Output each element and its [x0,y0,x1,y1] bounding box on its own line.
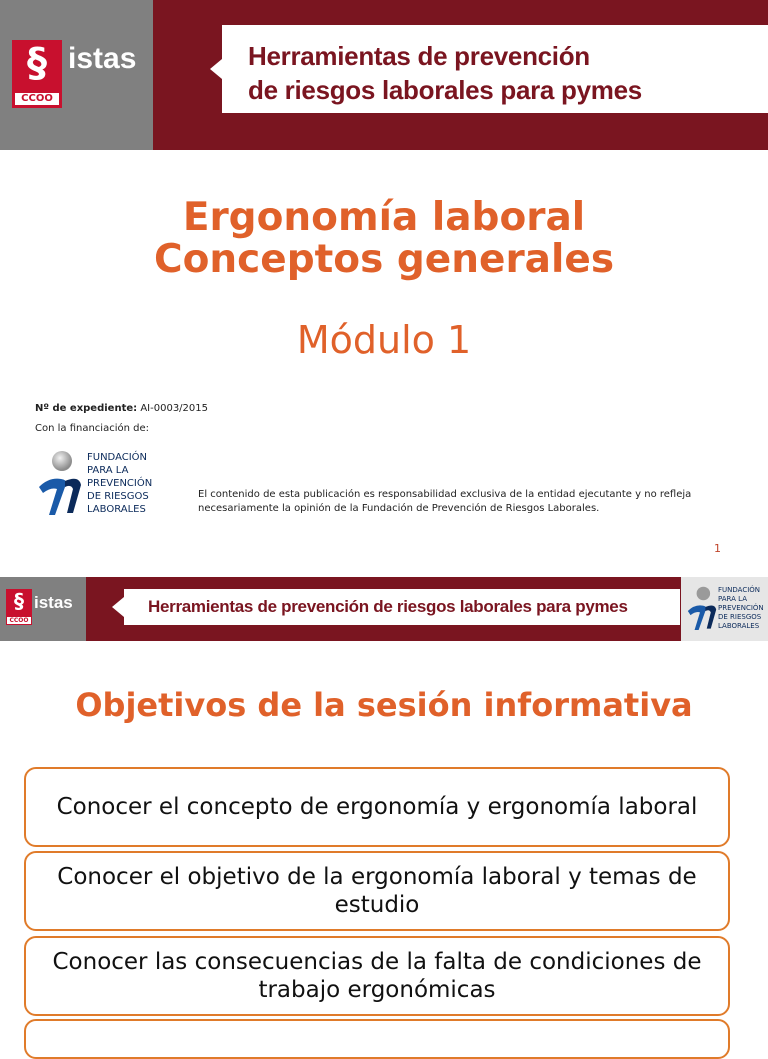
objective-text: Conocer el objetivo de la ergonomía laboral y temas de estudio [57,864,697,918]
fprl-logo-icon [35,447,85,521]
ccoo-label: CCOO [15,93,59,105]
header-title-line1: Herramientas de prevención [248,41,590,71]
expediente-label: Nº de expediente: [35,403,138,414]
disclaimer: El contenido de esta publicación es responsabilidad exclusiva de la entidad ejecutante y no refleja necesariamente la opinión de la Fundación de Prevención de Riesgos Laborales. [198,489,692,514]
ccoo-logo-icon: § CCOO [6,589,32,625]
fprl-logo-text: FUNDACIÓN PARA LA PREVENCIÓN DE RIESGOS LABORALES [718,586,764,630]
fprl-logo [35,447,165,521]
financing-label: Con la financiación de: [35,423,149,434]
objective-box [24,936,730,1016]
objective-box [24,767,730,847]
expediente [35,403,208,414]
istas-logo-panel [0,577,86,641]
slide1-header [0,0,768,150]
expediente-value: AI-0003/2015 [140,403,208,414]
header-title-line2: de riesgos laborales para pymes [248,75,642,105]
istas-brand: istas [68,42,137,75]
fprl-logo-icon [685,584,719,634]
module-label: Módulo 1 [296,318,472,362]
objective-box [24,851,730,931]
slide2-header [0,577,768,641]
slide1-title-line1: Ergonomía laboral [182,195,586,240]
header-title-plate [222,25,768,113]
ccoo-label: CCOO [7,617,31,624]
fprl-logo-small [681,577,768,641]
objective-text: Conocer las consecuencias de la falta de condiciones de trabajo ergonómicas [52,949,702,1003]
istas-brand: istas [34,593,73,612]
istas-logo-panel [0,0,153,150]
ccoo-logo-icon: § CCOO [12,40,62,108]
header-title-plate [124,589,680,625]
objectives-title: Objetivos de la sesión informativa [75,686,693,724]
slide1-title-line2: Conceptos generales [153,237,615,282]
objective-box-partial [24,1019,730,1059]
page-number: 1 [714,542,721,555]
header-title: Herramientas de prevención de riesgos laborales para pymes [148,597,628,616]
fprl-logo-text: FUNDACIÓN PARA LA PREVENCIÓN DE RIESGOS LABORALES [87,452,153,515]
objective-text: Conocer el concepto de ergonomía y ergonomía laboral [56,794,698,820]
